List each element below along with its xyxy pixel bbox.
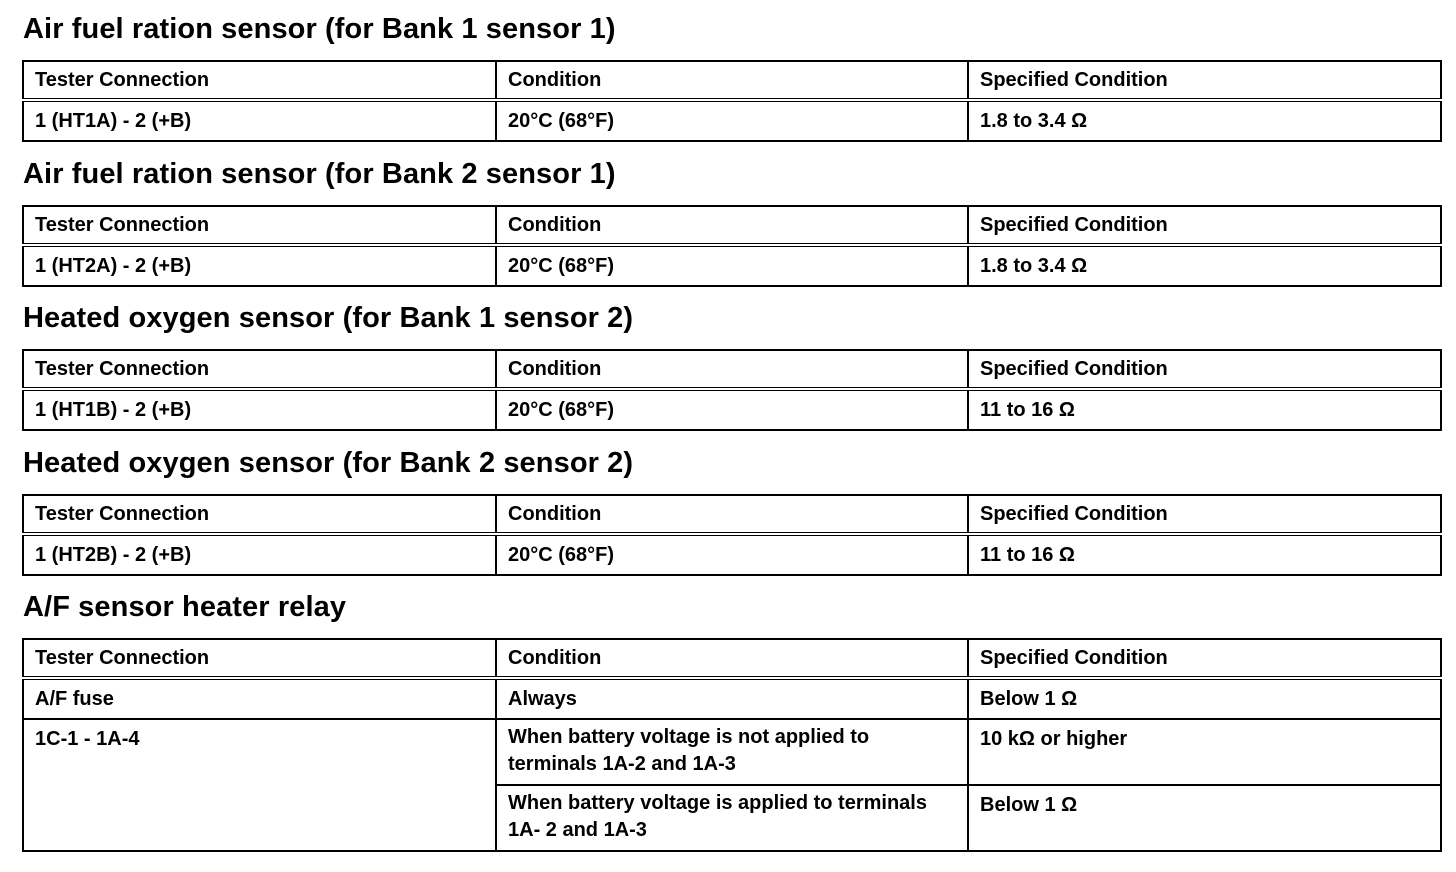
table-row — [23, 389, 1441, 430]
table-row — [23, 100, 1441, 141]
header-specified-condition: Specified Condition — [968, 61, 1441, 100]
header-tester-connection: Tester Connection — [23, 639, 496, 678]
section-title-af-heater-relay: A/F sensor heater relay — [23, 591, 347, 623]
header-specified-condition: Specified Condition — [968, 639, 1441, 678]
table-row — [23, 719, 1441, 785]
header-specified-condition: Specified Condition — [968, 350, 1441, 389]
cell-specified-condition: Below 1 Ω — [968, 785, 1441, 851]
cell-specified-condition: 1.8 to 3.4 Ω — [968, 245, 1441, 286]
cell-tester-connection: 1 (HT2A) - 2 (+B) — [23, 245, 496, 286]
section-title-bank1-sensor2: Heated oxygen sensor (for Bank 1 sensor 2) — [23, 302, 634, 334]
header-specified-condition: Specified Condition — [968, 206, 1441, 245]
header-tester-connection: Tester Connection — [23, 495, 496, 534]
cell-specified-condition: 11 to 16 Ω — [968, 389, 1441, 430]
cell-specified-condition: 11 to 16 Ω — [968, 534, 1441, 575]
table-header-row — [23, 206, 1441, 245]
cell-tester-connection: 1C-1 - 1A-4 — [23, 719, 496, 851]
section-title-bank1-sensor1: Air fuel ration sensor (for Bank 1 sensor 1) — [23, 13, 616, 45]
cell-specified-condition: 1.8 to 3.4 Ω — [968, 100, 1441, 141]
cell-specified-condition: Below 1 Ω — [968, 678, 1441, 719]
cell-condition: 20°C (68°F) — [496, 245, 968, 286]
cell-tester-connection: A/F fuse — [23, 678, 496, 719]
cell-tester-connection: 1 (HT1B) - 2 (+B) — [23, 389, 496, 430]
cell-condition: 20°C (68°F) — [496, 100, 968, 141]
table-header-row — [23, 350, 1441, 389]
header-tester-connection: Tester Connection — [23, 61, 496, 100]
spec-table-bank1-sensor1 — [22, 60, 1442, 142]
header-condition: Condition — [496, 639, 968, 678]
section-title-bank2-sensor2: Heated oxygen sensor (for Bank 2 sensor 2) — [23, 447, 634, 479]
header-condition: Condition — [496, 206, 968, 245]
cell-condition: When battery voltage is applied to terminals 1A- 2 and 1A-3 — [496, 785, 968, 851]
header-condition: Condition — [496, 495, 968, 534]
spec-table-bank2-sensor1 — [22, 205, 1442, 287]
header-condition: Condition — [496, 350, 968, 389]
cell-tester-connection: 1 (HT2B) - 2 (+B) — [23, 534, 496, 575]
cell-specified-condition: 10 kΩ or higher — [968, 719, 1441, 785]
table-row — [23, 534, 1441, 575]
header-tester-connection: Tester Connection — [23, 350, 496, 389]
table-header-row — [23, 495, 1441, 534]
section-title-bank2-sensor1: Air fuel ration sensor (for Bank 2 sensor 1) — [23, 158, 616, 190]
table-header-row — [23, 639, 1441, 678]
table-header-row — [23, 61, 1441, 100]
cell-condition: 20°C (68°F) — [496, 389, 968, 430]
spec-table-bank1-sensor2 — [22, 349, 1442, 431]
cell-tester-connection: 1 (HT1A) - 2 (+B) — [23, 100, 496, 141]
header-specified-condition: Specified Condition — [968, 495, 1441, 534]
cell-condition: When battery voltage is not applied to terminals 1A-2 and 1A-3 — [496, 719, 968, 785]
spec-table-bank2-sensor2 — [22, 494, 1442, 576]
header-tester-connection: Tester Connection — [23, 206, 496, 245]
cell-condition: 20°C (68°F) — [496, 534, 968, 575]
spec-table-af-heater-relay — [22, 638, 1442, 852]
cell-condition: Always — [496, 678, 968, 719]
table-row — [23, 678, 1441, 719]
table-row — [23, 245, 1441, 286]
header-condition: Condition — [496, 61, 968, 100]
